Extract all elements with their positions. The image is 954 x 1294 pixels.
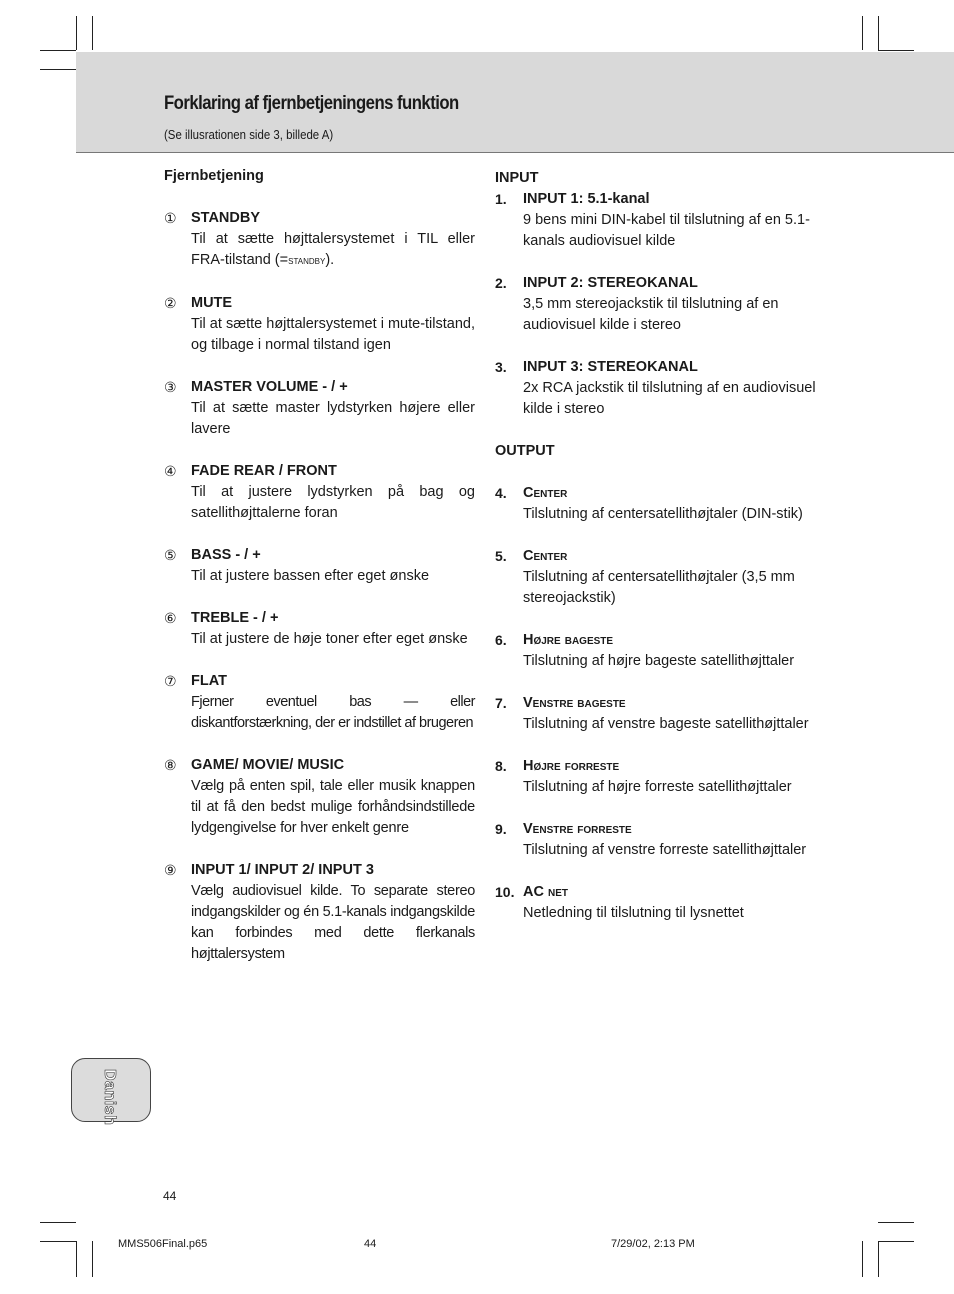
item-description: Tilslutning af venstre bageste satellithøjttaler <box>523 716 809 732</box>
footer-date: 7/29/02, 2:13 PM <box>611 1238 695 1250</box>
item-title: TREBLE - / + <box>191 610 279 626</box>
item-number: ② <box>164 295 177 311</box>
item-title: Højre forreste <box>523 758 620 774</box>
crop-mark <box>40 50 76 51</box>
output-item <box>495 693 825 735</box>
item-title: INPUT 2: STEREOKANAL <box>523 275 698 291</box>
output-item <box>495 756 825 798</box>
language-tab-label: Danish <box>101 1069 118 1126</box>
item-description: 3,5 mm stereojackstik til tilslutning af en audiovisuel kilde i stereo <box>523 296 779 333</box>
item-description: Til at justere lydstyrken på bag og satellithøjttalerne foran <box>191 484 475 521</box>
remote-heading: Fjernbetjening <box>164 168 264 184</box>
crop-mark <box>878 1241 914 1242</box>
output-item <box>495 819 825 861</box>
item-description: Tilslutning af højre forreste satellithøjttaler <box>523 779 792 795</box>
item-title: Venstre forreste <box>523 821 632 837</box>
output-item <box>495 546 825 609</box>
remote-item <box>164 461 475 524</box>
remote-item <box>164 377 475 440</box>
crop-mark <box>878 50 914 51</box>
input-item <box>495 189 825 252</box>
footer-page: 44 <box>364 1238 377 1250</box>
remote-item <box>164 755 475 839</box>
item-description: Til at justere bassen efter eget ønske <box>191 568 430 584</box>
item-number: ⑥ <box>164 610 177 626</box>
crop-mark <box>878 1222 914 1223</box>
crop-mark <box>878 16 879 50</box>
crop-mark <box>40 1222 76 1223</box>
item-title: INPUT 3: STEREOKANAL <box>523 359 698 375</box>
item-number: ⑨ <box>164 862 177 878</box>
item-number: 10. <box>495 884 515 900</box>
item-title: MUTE <box>191 295 233 311</box>
connections-column <box>495 168 825 924</box>
crop-mark <box>76 16 77 50</box>
item-number: ⑧ <box>164 757 177 773</box>
item-description: Vælg på enten spil, tale eller musik knappen til at få den bedst mulige forhåndsindstillede lydgengivelse for hver enkelt genre <box>191 778 475 836</box>
item-title: AC net <box>523 884 568 900</box>
item-description: Vælg audiovisuel kilde. To separate stereo indgangskilder og én 5.1-kanals indgangskilde kan forbindes med dette flerkanals højttalersystem <box>191 883 475 962</box>
item-description: Tilslutning af centersatellithøjtaler (DIN-stik) <box>523 506 803 522</box>
item-number: 2. <box>495 275 507 291</box>
item-number: ③ <box>164 379 177 395</box>
item-number: ① <box>164 210 177 226</box>
item-number: 5. <box>495 548 507 564</box>
item-description: Til at sætte master lydstyrken højere eller lavere <box>191 400 475 437</box>
item-title: Højre bageste <box>523 632 614 648</box>
item-description: Tilslutning af venstre forreste satellithøjttaler <box>523 842 807 858</box>
item-title: GAME/ MOVIE/ MUSIC <box>191 757 345 773</box>
page-number: 44 <box>163 1189 177 1203</box>
item-description: Fjerner eventuel bas — eller diskantforstærkning, der er indstillet af brugeren <box>191 694 475 731</box>
item-description: Tilslutning af højre bageste satellithøjttaler <box>523 653 795 669</box>
remote-column <box>164 166 475 965</box>
item-description: Til at sætte højttalersystemet i TIL eller FRA-tilstand (=standby). <box>191 231 475 268</box>
item-description: Netledning til tilslutning til lysnettet <box>523 905 744 921</box>
input-heading: INPUT <box>495 170 539 186</box>
remote-item <box>164 293 475 356</box>
item-title: INPUT 1/ INPUT 2/ INPUT 3 <box>191 862 374 878</box>
item-number: 3. <box>495 359 507 375</box>
crop-mark <box>92 1241 93 1277</box>
item-description: 2x RCA jackstik til tilslutning af en audiovisuel kilde i stereo <box>523 380 816 417</box>
crop-mark <box>40 69 76 70</box>
item-description: Til at justere de høje toner efter eget ønske <box>191 631 468 647</box>
item-title: FADE REAR / FRONT <box>191 463 337 479</box>
remote-item <box>164 545 475 587</box>
remote-item <box>164 671 475 734</box>
page-title: Forklaring af fjernbetjeningens funktion <box>164 93 459 114</box>
item-title: MASTER VOLUME - / + <box>191 379 348 395</box>
output-item <box>495 882 825 924</box>
crop-mark <box>878 1241 879 1277</box>
language-tab <box>71 1058 151 1126</box>
footer-file: MMS506Final.p65 <box>118 1238 208 1250</box>
item-title: Venstre bageste <box>523 695 626 711</box>
crop-mark <box>40 1241 76 1242</box>
remote-item <box>164 860 475 965</box>
item-number: 9. <box>495 821 507 837</box>
crop-mark <box>92 16 93 50</box>
crop-mark <box>76 1241 77 1277</box>
output-heading: OUTPUT <box>495 443 555 459</box>
input-item <box>495 357 825 420</box>
item-description: Tilslutning af centersatellithøjtaler (3,5 mm stereojackstik) <box>523 569 795 606</box>
page-subtitle: (Se illusrationen side 3, billede A) <box>164 127 334 142</box>
item-description: Til at sætte højttalersystemet i mute-tilstand, og tilbage i normal tilstand igen <box>191 316 475 353</box>
remote-item <box>164 608 475 650</box>
item-number: 4. <box>495 485 507 501</box>
item-number: 1. <box>495 191 507 207</box>
item-number: ⑦ <box>164 673 177 689</box>
item-title: Center <box>523 485 568 501</box>
crop-mark <box>862 16 863 50</box>
output-item <box>495 483 825 525</box>
input-item <box>495 273 825 336</box>
item-title: FLAT <box>191 673 227 689</box>
crop-mark <box>862 1241 863 1277</box>
output-item <box>495 630 825 672</box>
item-title: STANDBY <box>191 210 261 226</box>
item-title: BASS - / + <box>191 547 261 563</box>
item-title: INPUT 1: 5.1-kanal <box>523 191 650 207</box>
item-number: ④ <box>164 463 177 479</box>
item-number: 8. <box>495 758 507 774</box>
item-number: ⑤ <box>164 547 177 563</box>
remote-item <box>164 208 475 272</box>
item-title: Center <box>523 548 568 564</box>
item-description: 9 bens mini DIN-kabel til tilslutning af en 5.1-kanals audiovisuel kilde <box>523 212 810 249</box>
item-number: 7. <box>495 695 507 711</box>
item-number: 6. <box>495 632 507 648</box>
